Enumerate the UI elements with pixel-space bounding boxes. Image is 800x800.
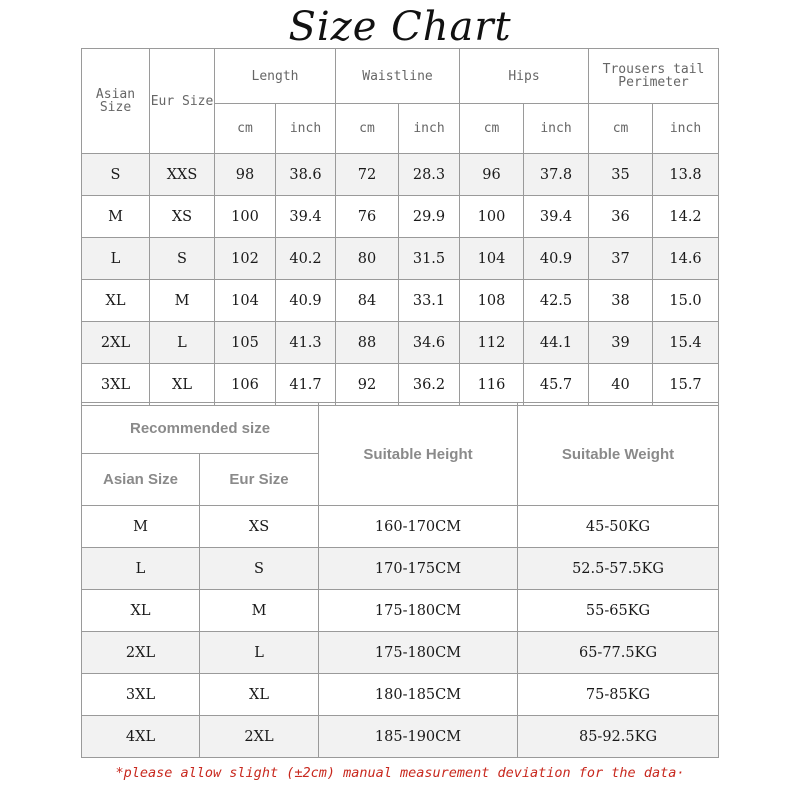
table-cell: 41.3	[276, 322, 336, 364]
table-cell: 41.7	[276, 364, 336, 406]
table-row	[82, 280, 719, 322]
table-cell: 75-85KG	[518, 674, 719, 716]
header-trousers-tail-perimeter: Trousers tail Perimeter	[589, 49, 719, 104]
unit-cell: cm	[336, 104, 399, 154]
table-cell: S	[82, 154, 150, 196]
table-cell: M	[82, 196, 150, 238]
table-cell: 42.5	[524, 280, 589, 322]
table-cell: 175-180CM	[319, 632, 518, 674]
size-table-header-row	[82, 49, 719, 104]
table-row	[82, 238, 719, 280]
header-asian-size: Asian Size	[82, 49, 150, 154]
table-cell: 28.3	[399, 154, 460, 196]
table-cell: 40	[589, 364, 653, 406]
table-cell: 15.7	[653, 364, 719, 406]
table-cell: 34.6	[399, 322, 460, 364]
table-row	[82, 590, 719, 632]
table-cell: 108	[460, 280, 524, 322]
table-cell: 15.4	[653, 322, 719, 364]
table-cell: 14.2	[653, 196, 719, 238]
table-cell: XS	[150, 196, 215, 238]
unit-cell: inch	[524, 104, 589, 154]
unit-cell: cm	[460, 104, 524, 154]
table-cell: 2XL	[82, 322, 150, 364]
table-cell: 35	[589, 154, 653, 196]
table-cell: 38	[589, 280, 653, 322]
header-suitable-height: Suitable Height	[319, 403, 518, 506]
table-cell: 185-190CM	[319, 716, 518, 758]
recommend-header-row	[82, 403, 719, 454]
table-cell: 36	[589, 196, 653, 238]
table-cell: L	[200, 632, 319, 674]
table-cell: 29.9	[399, 196, 460, 238]
table-cell: XL	[82, 280, 150, 322]
table-cell: XL	[82, 590, 200, 632]
table-cell: S	[200, 548, 319, 590]
table-cell: XXS	[150, 154, 215, 196]
table-cell: 40.2	[276, 238, 336, 280]
table-cell: 105	[215, 322, 276, 364]
table-cell: 104	[215, 280, 276, 322]
table-cell: 38.6	[276, 154, 336, 196]
unit-cell: cm	[215, 104, 276, 154]
table-cell: 106	[215, 364, 276, 406]
table-row	[82, 154, 719, 196]
table-cell: 15.0	[653, 280, 719, 322]
table-cell: 13.8	[653, 154, 719, 196]
table-cell: 76	[336, 196, 399, 238]
table-row	[82, 632, 719, 674]
recommendation-table	[81, 402, 719, 758]
table-cell: 84	[336, 280, 399, 322]
table-cell: 175-180CM	[319, 590, 518, 632]
table-row	[82, 322, 719, 364]
table-cell: 39	[589, 322, 653, 364]
header-suitable-weight: Suitable Weight	[518, 403, 719, 506]
table-cell: XL	[200, 674, 319, 716]
table-cell: 180-185CM	[319, 674, 518, 716]
table-cell: 116	[460, 364, 524, 406]
table-cell: 33.1	[399, 280, 460, 322]
table-row	[82, 716, 719, 758]
table-cell: 55-65KG	[518, 590, 719, 632]
table-cell: 14.6	[653, 238, 719, 280]
table-cell: M	[82, 506, 200, 548]
header-eur-size: Eur Size	[150, 49, 215, 154]
table-cell: M	[200, 590, 319, 632]
table-cell: 45.7	[524, 364, 589, 406]
table-cell: 80	[336, 238, 399, 280]
table-cell: L	[82, 238, 150, 280]
table-cell: 45-50KG	[518, 506, 719, 548]
table-cell: S	[150, 238, 215, 280]
table-cell: 39.4	[276, 196, 336, 238]
table-cell: 40.9	[276, 280, 336, 322]
table-cell: 37.8	[524, 154, 589, 196]
table-cell: 44.1	[524, 322, 589, 364]
size-table	[81, 48, 719, 406]
table-cell: 2XL	[200, 716, 319, 758]
table-row	[82, 506, 719, 548]
table-cell: 100	[215, 196, 276, 238]
unit-cell: cm	[589, 104, 653, 154]
table-cell: L	[150, 322, 215, 364]
unit-cell: inch	[276, 104, 336, 154]
table-cell: 170-175CM	[319, 548, 518, 590]
table-cell: XL	[150, 364, 215, 406]
table-cell: 98	[215, 154, 276, 196]
table-cell: 52.5-57.5KG	[518, 548, 719, 590]
table-cell: 39.4	[524, 196, 589, 238]
header-hips: Hips	[460, 49, 589, 104]
table-cell: 104	[460, 238, 524, 280]
table-cell: 36.2	[399, 364, 460, 406]
table-row	[82, 548, 719, 590]
unit-cell: inch	[653, 104, 719, 154]
header-recommended-size: Recommended size	[82, 403, 319, 454]
table-cell: 72	[336, 154, 399, 196]
table-cell: XS	[200, 506, 319, 548]
table-cell: 88	[336, 322, 399, 364]
table-cell: 3XL	[82, 674, 200, 716]
table-cell: 4XL	[82, 716, 200, 758]
measurement-note: *please allow slight (±2cm) manual measurement deviation for the data·	[115, 765, 685, 781]
table-cell: 92	[336, 364, 399, 406]
table-row	[82, 364, 719, 406]
header-asian-size: Asian Size	[82, 454, 200, 506]
table-cell: 3XL	[82, 364, 150, 406]
table-cell: 85-92.5KG	[518, 716, 719, 758]
unit-cell: inch	[399, 104, 460, 154]
table-cell: 2XL	[82, 632, 200, 674]
table-cell: 160-170CM	[319, 506, 518, 548]
table-row	[82, 674, 719, 716]
table-cell: 102	[215, 238, 276, 280]
table-cell: 31.5	[399, 238, 460, 280]
table-cell: 112	[460, 322, 524, 364]
table-cell: 65-77.5KG	[518, 632, 719, 674]
table-cell: 40.9	[524, 238, 589, 280]
table-cell: M	[150, 280, 215, 322]
page-title: Size Chart	[288, 4, 512, 50]
header-length: Length	[215, 49, 336, 104]
header-waistline: Waistline	[336, 49, 460, 104]
table-cell: 96	[460, 154, 524, 196]
table-row	[82, 196, 719, 238]
table-cell: L	[82, 548, 200, 590]
header-eur-size: Eur Size	[200, 454, 319, 506]
table-cell: 100	[460, 196, 524, 238]
table-cell: 37	[589, 238, 653, 280]
